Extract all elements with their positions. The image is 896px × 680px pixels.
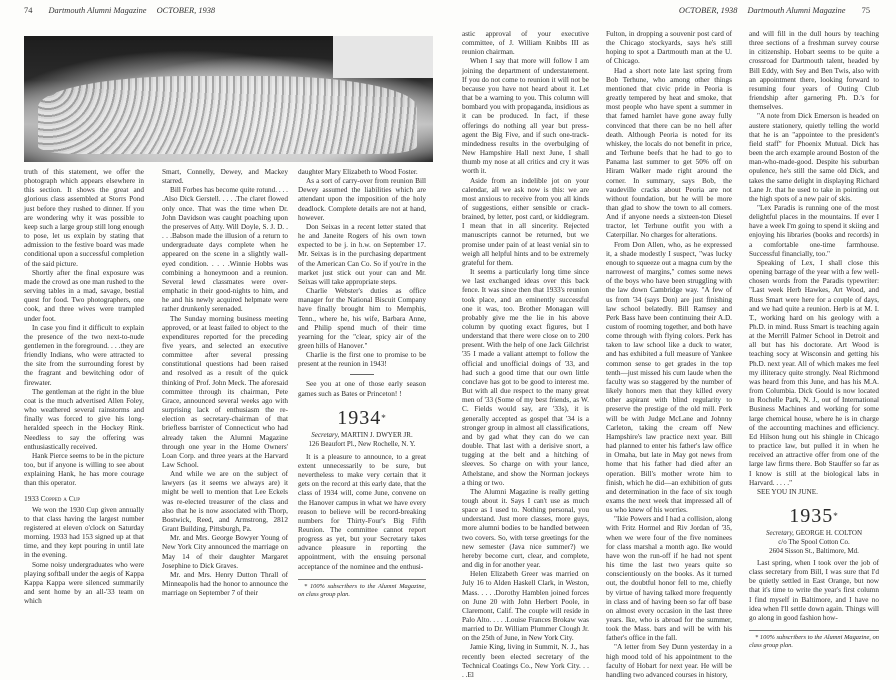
- secretary-address: 126 Beaufort Pl., New Rochelle, N. Y.: [308, 439, 416, 448]
- column-4: [462, 30, 589, 680]
- page-number: 75: [861, 6, 870, 15]
- page-number: 74: [24, 6, 33, 15]
- paragraph: In case you find it difficult to explain the presence of the two next-to-nude gentlemen in the foreground. . . .they are friendly Indians, who were attracted to the site from the surrounding forest by the fragrant and bewitching odor of firewater.: [24, 323, 144, 387]
- paragraph: and will fill in the dull hours by teaching three sections of a freshman survey course in citizenship. Hobart seems to be quite a crossroad for Dartmouth talent, headed by Bill Eddy, with Sey and Ben Twis, also with an appointment there, looking forward to resuming four years of Outing Club friendship after garnering Ph. D.'s for themselves.: [749, 30, 879, 112]
- photo-sky: [333, 36, 433, 78]
- column-1: [24, 168, 144, 606]
- closing-line: SEE YOU IN JUNE.: [757, 487, 818, 496]
- closing-line: See you at one of those early season games such as Bates or Princeton! !: [298, 380, 426, 398]
- magazine-title: Dartmouth Alumni Magazine: [48, 6, 147, 15]
- paragraph: Smart, Connelly, Dewey, and Mackey starred.: [162, 168, 288, 186]
- class-year: 1934: [337, 406, 382, 429]
- secretary-block: [749, 529, 879, 556]
- paragraph: truth of this statement, we offer the photograph which appears elsewhere in this section. It shows the great and glorious class assembled at Storrs Pond just before they rushed to dinner. If you are wondering why it was possible to keep such a large group still long enough to pose, let us explain by stating that admission to the festive board was made conditional upon a successful completion of the said picture.: [24, 168, 145, 268]
- paragraph: Don Seixas in a recent letter stated that he and Janeite Rogers of his own town expected to be j. in h.w. on September 17. Mr. Seixas is in the purchasing department of the American Can Co. So if you're in the market just stick out your can and Mr. Seixas will take appropriate steps.: [298, 222, 426, 286]
- column-5: [606, 30, 732, 680]
- paragraph: It is a pleasure to announce, to a great extent unnecessarily to be sure, but nevertheless to make very certain that it gets on the record at this early date, that the class of 1934 will, come June, convene on the Hanover campus in what we have every reason to believe will be record-breaking numbers for Thirty-Four's Big Fifth Reunion. The committee cannot report progress as yet, but your Secretary takes advance pleasure in reporting the appointment, with the ensuing personal acceptance of the nominee and the enthusi-: [298, 452, 426, 571]
- class-year: 1935: [789, 504, 834, 527]
- paragraph: Hank Pierce seems to be in the picture too, but if anyone is willing to see about explaining Hank, he has more courage than this operator.: [24, 451, 144, 488]
- paragraph: Charlie is the first one to promise to be present at the reunion in 1943!: [298, 351, 426, 369]
- paragraph: The Alumni Magazine is really getting tough about it. Says I can't use as much space as I used to. Nothing personal, you understand. Just more classes, more guys, more alumni bodies to be handled between two covers. So, with terse greetings for the new semester (Java nice summer?) we hereby become curt, clear, and complete, and dig in for another year.: [462, 487, 589, 570]
- paragraph: "Lex Paradis is running one of the most delightful places in the mountains. If ever I have a week I'm going to spend it skiing and enjoying his libraries (books and records) in a comfortable one-time farmhouse. Successful financially, too.": [749, 203, 879, 258]
- reunion-group-photo: [24, 36, 433, 162]
- paragraph: From Don Allen, who, as he expressed it, a shade modestly I suspect, "was lucky enough to squeeze out a magna cum by the narrowest of margins," comes some news of the boys who have been struggling with the law down Cambridge way. "A few of us from '34 (says Don) are just finishing law school belatedly. Bill Ramsey and Perk Bass have been continuing their A.D. custom of rooming together, and both have come through with flying colors. Perk has taken to law school like a duck to water, and has exhibited a full measure of Yankee common sense to get grades in the top tenth—just missed his cum laude when the faculty was so staggered by the number of likely honors men that they killed every other aspirant with blind regularity to preserve the prestige of the old mill. Perk will be with Judge McLane and Johnny Carleton, taking the cream off New Hampshire's law practice next year. Bill had planned to enter his father's law office in Omaha, but late in May got news from home that his father had died after an operation. Bill's mother wrote him to finish, which he did—an exhibition of guts and determination in the face of six tough exams the next week that impressed all of us who knew of his worries.: [606, 240, 732, 515]
- section-subhead: 1933 Copped a Cup: [24, 494, 81, 504]
- footnote: * 100% subscribers to the Alumni Magazine, on class group plan.: [749, 634, 879, 650]
- paragraph: Charlie Webster's duties as office manager for the National Biscuit Company have finally brought him to Memphis, Tenn., where he, his wife, Barbara Anne, and Philip spend much of their time yearning for the "clear, spicy air of the green hills of Hanover.": [298, 287, 426, 350]
- class-heading-1935: [749, 505, 879, 527]
- paragraph: Speaking of Lex, I shall close this opening barrage of the year with a few well-chosen words from the Paradis typewriter: "Last week Herb Hawkes, Art Wood, and Russ Smart were here for a couple of days, and we had quite a reunion. Herb is at M. I. T., working hard on his geology with a Ph.D. in mind. Russ Smart is teaching again at the Merrill Palmer School in Detroit and all but has his doctorate. Art Wood is teaching socy at Wisconsin and getting his Ph.D. next year. All of which makes me feel my illiteracy quite strongly. Neal Richmond was heard from this June, and has his M.A. from Columbia. Dick Gould is now located in Rochelle Park, N. J., out of International Business Machines and working for some large chemical house, where he is in charge of the accounting machines and efficiency. Ed Hilson hung out his shingle in Chicago to practice law, but pulled it in when he received an attractive offer from one of the large law firms there. Bob Stauffer so far as I know is still at the biological labs in Harvard. . . . .": [749, 258, 879, 487]
- secretary-address-line1: c/o The Spool Cotton Co.: [778, 537, 850, 546]
- secretary-role: Secretary,: [766, 528, 794, 537]
- paragraph: We won the 1930 Cup given annually to that class having the largest number registered at eleven o'clock on Saturday morning. 1933 had 153 signed up at that time, and they kept pouring in until late in the evening.: [24, 505, 144, 560]
- paragraph: Jamie King, living in Summit, N. J., has recently been elected secretary of the Technical Coatings Co., New York City. . . . .El: [462, 643, 589, 679]
- secretary-name: MARTIN J. DWYER JR.: [340, 430, 413, 439]
- paragraph: Helen Elizabeth Greer was married on July 16 to Alden Haskell Clark, in Weston, Mass. . . . .Dorothy Hamblen joined forces on June 20 with John Herbert Poole, in Claremont, Calif. The couple will reside in Palo Alto. . . . .Louise Frances Brokaw was married to Dr. William Plummer Clough Jr. on the 25th of June, in New York City.: [462, 570, 589, 643]
- paragraph: Shortly after the final exposure was made the crowd as one man rushed to the serving tables in a mad, savage, bestial quest for food. Two photographers, one cook, and three wives were trampled under foot.: [24, 268, 144, 323]
- running-head-right: [679, 6, 870, 15]
- magazine-title: Dartmouth Alumni Magazine: [747, 6, 846, 15]
- secretary-role: Secretary,: [311, 430, 340, 439]
- paragraph: "A letter from Sey Dunn yesterday in a high mood told of his appointment to the faculty of Hobart for next year. He will be handling two advanced courses in history,: [606, 643, 732, 679]
- secretary-address-line2: 2604 Sisson St., Baltimore, Md.: [769, 546, 859, 555]
- footnote: * 100% subscribers to the Alumni Magazine, on class group plan.: [298, 582, 426, 598]
- paragraph: "Ikie Powers and I had a collision, along with Fritz Hormel and Riv Jordan of '35, when we were four of the five nominees for class marshal a month ago. Ike would have won the run-off if he had not spent his time the last two years quite so conscientiously on the books. As it turned out, the doubtful honor fell to me, chiefly by virtue of having talked more frequently in class and of having been so far off base on almost every occasion in the last three years. Ike, who is abroad for the summer, took the Mass. bars and will be with his father's office in the fall.: [606, 515, 732, 643]
- paragraph: Fulton, in dropping a souvenir post card of the Chicago stockyards, says he's still hoping to spot a Dartmouth man at the U. of Chicago.: [606, 30, 732, 66]
- paragraph: Mr. and Mrs. Henry Dutton Thrall of Minneapolis had the honor to announce the marriage on September 7 of their: [162, 570, 288, 598]
- issue-date: OCTOBER, 1938: [678, 6, 738, 15]
- paragraph: Aside from an indelible jot on your calendar, all we ask now is this: we are most anxious to receive from you all kinds of suggestions, either sensible or crack-brained, by letter, post card, or kiddiegram. I mean that in all sincerity. Rejected manuscripts cannot be returned, but we promise under pain of at least venial sin to weigh all helpful hints and to be extremely grateful for them.: [462, 176, 589, 267]
- paragraph: astic approval of your executive committee, of J. William Knibbs III as reunion chairman.: [462, 30, 589, 57]
- paragraph: And while we are on the subject of lawyers (as it seems we always are) it might be well to mention that Lee Eckels was re-elected treasurer of the class and also that he is now associated with Thorp, Bostwick, Reed, and Armstrong, 2812 Grant Building, Pittsburgh, Pa.: [162, 470, 288, 534]
- paragraph: The gentleman at the right in the blue coat is the much advertised Allen Foley, who weathered several rainstorms and finally was forced to give his long-heralded speech in the Hockey Rink. Needless to say the offering was enthusiastically received.: [24, 387, 144, 451]
- paragraph: The Sunday morning business meeting approved, or at least failed to object to the expenditures reported for the preceding five years, and selected an executive committee after several pressing constitutional questions had been raised and resolved as a result of the quick thinking of Prof. John Meck. The aforesaid committee through its chairman, Pete Grace, announced several weeks ago with surprising lack of enthusiasm the re-election as secretary-chairman of that briefless barrister of Connecticut who had already taken the Alumni Magazine through one year in the Home Owners' Loan Corp. and three years at the Harvard Law School.: [162, 314, 288, 469]
- secretary-name: GEORGE H. COLTON: [795, 528, 862, 537]
- column-6: [749, 30, 879, 650]
- left-page: [0, 0, 448, 606]
- issue-date: OCTOBER, 1938: [156, 6, 216, 15]
- footnote-divider: [749, 630, 879, 631]
- paragraph: It seems a particularly long time since we last exchanged ideas over this back fence. It was since then that 1933's reunion took place, and an eminently successful one it was, too. Brother Monagan will probably give me the lie in his above column by quoting exact figures, but I understand that there were close on to 200 present. With the help of one Jack Gilchrist '35 I made a valiant attempt to follow the official and unofficial doings of '33, and had such a good time that our own little conclave has got to be good to interest me. But with all due respect to the many great men of '33 (Some of my best friends, as W. C. Fields would say, are '33s), it is generally accepted as gospel that '34 is a stronger group in almost all classifications, and by gad what they can do we can double. That last with a derisive snort, a tugging at the belt and a hitching of sleeves. So charge on with your lance, Athelstane, and show the Norman jockeys a thing or two.: [462, 268, 589, 487]
- column-2: [162, 168, 288, 598]
- class-heading-1934: [298, 407, 426, 429]
- paragraph: Mr. and Mrs. George Bowyer Young of New York City announced the marriage on May 14 of their daughter Margaret Josephine to Dick Graves.: [162, 534, 288, 570]
- paragraph: Bill Forbes has become quite rotund. . . . .Also Dick Gerstell. . . . .The claret flowed only once. That was the time when Dr. John Davidson was caught poaching upon the preserves of Atty. Will Doyle, S. J. D. . . . .Babson made the illusion of a return to undergraduate days complete when he appeared on the scene in a slightly wall-eyed condition. . . . .Winnie Hobbs was combining a honeymoon and a reunion. Several lewd classmates were over-emphatic in their good-nights to him, and he and his newly acquired helpmate were rather drunkenly serenaded.: [162, 186, 288, 314]
- running-head-left: [24, 6, 215, 15]
- paragraph: Last spring, when I took over the job of class secretary from Bill, I was sure that I'd be quietly settled in East Orange, but now that it's time to write the year's first column I find myself in Baltimore, and I have no idea when I'll settle down again. Things will go along in good fashion how-: [749, 558, 879, 622]
- secretary-block: [298, 431, 426, 449]
- asterisk: *: [381, 412, 387, 423]
- divider: [350, 374, 374, 375]
- paragraph: When I say that more will follow I am joining the department of understatement. If you do not come to reunion it will not be because you have not heard about it. Let that be a warning to you. This column will bombard you with propaganda, insidious as it can be produced. In fact, if these offerings do nothing all year but press-agent the Big Five, and if such one-track-mindedness results in the overbulging of New Hampshire Hall next June, I shall thumb my nose at all critics and cry it was worth it.: [462, 57, 589, 176]
- footnote-divider: [298, 579, 426, 580]
- paragraph: daughter Mary Elizabeth to Wood Foster.: [298, 168, 418, 176]
- paragraph: Some noisy undergraduates who were playing softball under the aegis of Kappa Kappa Kappa were silenced summarily and sent home by an all-'33 team on which: [24, 560, 144, 606]
- column-3: [298, 168, 426, 599]
- photo-crowd: [38, 76, 417, 154]
- paragraph: Had a short note late last spring from Bob Terhune, who among other things mentioned that civic pride in Peoria is greatly tempered by heat and smoke, that most people who have spent a summer in that famed hamlet have gone away fully convinced that there can be no hell after death. Although Peoria is noted for its whiskey, the locals do not benefit in price, and Terhune beefs that he had to go to Panama last summer to get 50% off on Hiram Walker made right around the corner. In summary, says Bob, the vaudeville cracks about Peoria are not without foundation, but he will be more than glad to show the town to all comers. And if anyone needs a sixteen-ton Diesel tractor, let Terhune outfit you with a Caterpillar. No charges for alterations.: [606, 66, 732, 240]
- paragraph: As a sort of carry-over from reunion Bill Dewey assumed the liabilities which are attendant upon the imposition of the holy deadlock. Complete details are not at hand, however.: [298, 177, 426, 222]
- asterisk: *: [833, 510, 839, 521]
- paragraph: "A note from Dick Emerson is headed on austere stationery, quietly telling the world that he is an "appointee to the president's field staff" for Phoenix Mutual. Dick has been the arch example around Boston of the man-who-made-good. Despite his suburban opulence, he's still the same old Dick, and takes the same delight in displaying Richard Lane Jr. that he used to take in pointing out the high spots of a new pair of skis.: [749, 112, 879, 203]
